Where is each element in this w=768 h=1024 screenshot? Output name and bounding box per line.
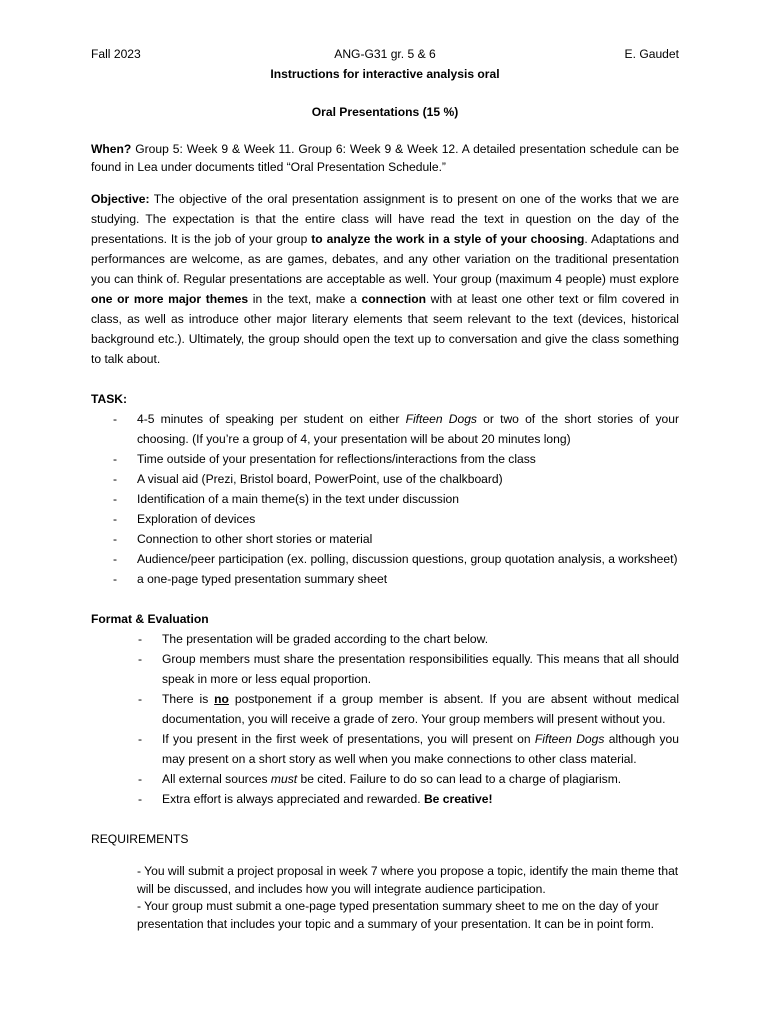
- item-text: Extra effort is always appreciated and rewarded.: [162, 792, 424, 806]
- item-text: although you may present on a short story as well when you make connections to other class material.: [162, 732, 679, 766]
- objective-bold: to analyze the work in a style of your choosing: [311, 232, 585, 246]
- list-item: [91, 729, 679, 769]
- objective-text: with at least one other text or film covered in class, as well as introduce other major literary elements that seem relevant to the text (devices, historical background etc.). Ultimately, the group should open the text up to conversation and give the class something to talk about.: [91, 292, 679, 366]
- objective-paragraph: [91, 189, 679, 369]
- item-text: All external sources: [162, 772, 271, 786]
- item-italic: Fifteen Dogs: [405, 412, 477, 426]
- item-text: postponement if a group member is absent. If you are absent without medical documentation, you will receive a grade of zero. Your group members will present without you.: [162, 692, 680, 726]
- objective-label: Objective:: [91, 192, 150, 206]
- list-item: [91, 769, 679, 789]
- item-bold: Be creative!: [423, 792, 493, 806]
- item-text: or two of the short stories of your choosing. (If you’re a group of 4, your presentation will be about 20 minutes long): [137, 412, 679, 446]
- objective-text: in the text, make a: [248, 292, 362, 306]
- when-paragraph: [91, 141, 679, 176]
- document-subtitle: Instructions for interactive analysis oral: [270, 67, 500, 81]
- format-heading: Format & Evaluation: [91, 612, 209, 626]
- task-heading: TASK:: [91, 392, 128, 406]
- objective-bold: connection: [361, 292, 426, 306]
- header-course: ANG-G31 gr. 5 & 6: [334, 47, 436, 61]
- item-bold: no: [214, 692, 229, 706]
- list-item: - Time outside of your presentation for reflections/interactions from the class: [91, 449, 679, 469]
- list-item: - Connection to other short stories or material: [91, 529, 679, 549]
- list-item: - The presentation will be graded according to the chart below.: [91, 629, 679, 649]
- item-italic: Fifteen Dogs: [534, 732, 605, 746]
- list-item: - Group members must share the presentation responsibilities equally. This means that all should speak in more or less equal proportion.: [91, 649, 679, 689]
- list-item: [91, 689, 679, 729]
- item-italic: must: [270, 772, 298, 786]
- item-text: be cited. Failure to do so can lead to a charge of plagiarism.: [297, 772, 622, 786]
- objective-bold: one or more major themes: [91, 292, 249, 306]
- requirements-heading: REQUIREMENTS: [91, 832, 189, 846]
- objective-text: The objective of the oral presentation assignment is to present on one of the works that we are studying. The expectation is that the entire class will have read the text in question on the day of the presentations. It is the job of your group: [91, 192, 679, 246]
- list-item: - A visual aid (Prezi, Bristol board, PowerPoint, use of the chalkboard): [91, 469, 679, 489]
- header-instructor: E. Gaudet: [624, 47, 679, 61]
- requirement-line: - You will submit a project proposal in week 7 where you propose a topic, identify the main theme that will be discussed, and includes how you will integrate audience participation.: [137, 864, 679, 896]
- list-item: - Audience/peer participation (ex. polling, discussion questions, group quotation analysis, a worksheet): [91, 549, 679, 569]
- objective-text: . Adaptations and performances are welcome, as are games, debates, and any other variation on the traditional presentation you can think of. Regular presentations are acceptable as well. Your group (maximum 4 people) must explore: [91, 232, 679, 286]
- page-header: [91, 47, 679, 67]
- format-list: [91, 629, 679, 809]
- header-term: Fall 2023: [91, 47, 141, 61]
- task-list: [91, 409, 679, 589]
- list-item: - Exploration of devices: [91, 509, 679, 529]
- list-item: - Identification of a main theme(s) in the text under discussion: [91, 489, 679, 509]
- list-item: [91, 409, 679, 449]
- requirements-body: [91, 863, 679, 933]
- section-title: Oral Presentations (15 %): [311, 105, 459, 119]
- item-text: There is: [162, 692, 215, 706]
- list-item: [91, 789, 679, 809]
- document-page: [91, 0, 679, 933]
- when-text: Group 5: Week 9 & Week 11. Group 6: Week 9 & Week 12. A detailed presentation schedule can be found in Lea under documents titled “Oral Presentation Schedule.”: [91, 142, 679, 174]
- list-item: - a one-page typed presentation summary sheet: [91, 569, 679, 589]
- item-text: If you present in the first week of presentations, you will present on: [162, 732, 535, 746]
- requirement-line: - Your group must submit a one-page typed presentation summary sheet to me on the day of your presentation that includes your topic and a summary of your presentation. It can be in point form.: [137, 899, 659, 931]
- when-label: When?: [91, 142, 132, 156]
- item-text: 4-5 minutes of speaking per student on either: [137, 412, 406, 426]
